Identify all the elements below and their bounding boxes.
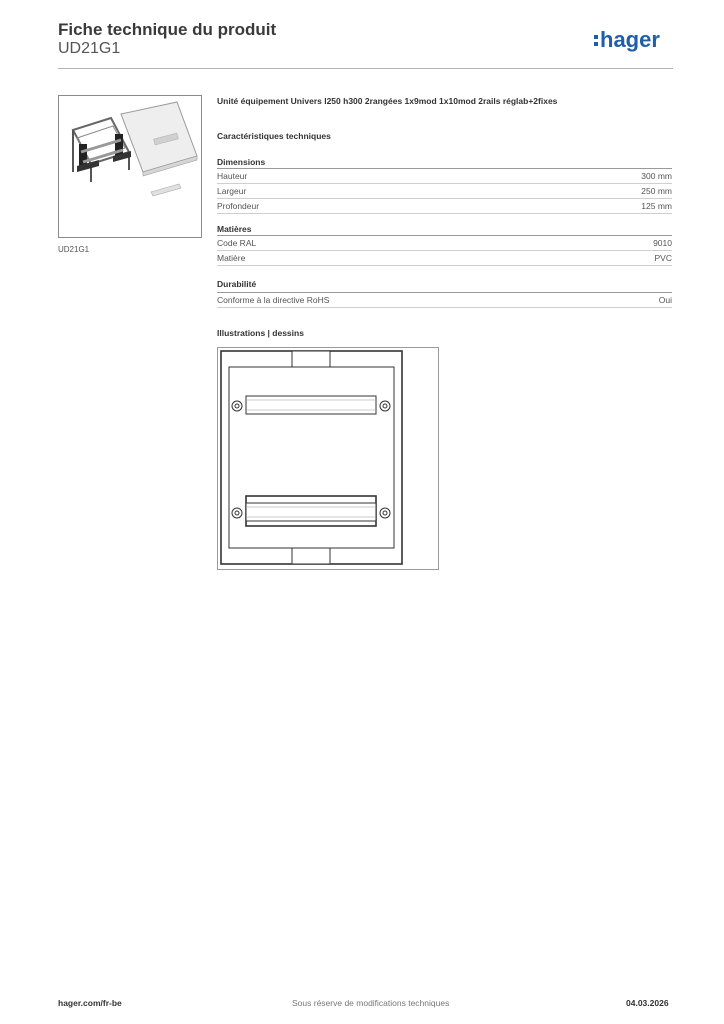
hager-logo: [593, 26, 675, 56]
specs-heading: Caractéristiques techniques: [217, 131, 331, 141]
spec-label: Hauteur: [217, 171, 248, 181]
spec-value: PVC: [654, 253, 672, 263]
header-divider: [58, 68, 673, 69]
spec-label: Profondeur: [217, 201, 260, 211]
spec-row: [217, 184, 672, 199]
spec-label: Matière: [217, 253, 246, 263]
footer-note: Sous réserve de modifications techniques: [292, 998, 450, 1008]
spec-label: Largeur: [217, 186, 247, 196]
logo-text: hager: [600, 27, 660, 52]
product-image: [58, 95, 202, 238]
spec-value: 250 mm: [641, 186, 672, 196]
technical-drawing: [217, 347, 439, 570]
page-title: Fiche technique du produit: [58, 20, 277, 39]
spec-row: [217, 236, 672, 251]
section-title-dimensions: Dimensions: [217, 157, 266, 167]
product-code: UD21G1: [58, 40, 121, 57]
footer-date: 04.03.2026: [626, 998, 669, 1008]
product-image-caption: UD21G1: [58, 245, 90, 254]
spec-value: 9010: [653, 238, 672, 248]
section-title-durability: Durabilité: [217, 279, 257, 289]
spec-value: 300 mm: [641, 171, 672, 181]
spec-label: Conforme à la directive RoHS: [217, 295, 330, 305]
spec-row: [217, 169, 672, 184]
product-description: Unité équipement Univers l250 h300 2rangées 1x9mod 1x10mod 2rails réglab+2fixes: [217, 96, 558, 106]
product-photo-icon: [59, 96, 201, 237]
spec-row: [217, 199, 672, 214]
illustrations-heading: Illustrations | dessins: [217, 328, 304, 338]
spec-value: 125 mm: [641, 201, 672, 211]
spec-label: Code RAL: [217, 238, 257, 248]
spec-row: [217, 251, 672, 266]
spec-value: Oui: [658, 295, 672, 305]
spec-row: [217, 293, 672, 308]
section-title-materials: Matières: [217, 224, 252, 234]
footer-website-link[interactable]: hager.com/fr-be: [58, 998, 122, 1008]
enclosure-drawing-icon: [218, 348, 438, 569]
